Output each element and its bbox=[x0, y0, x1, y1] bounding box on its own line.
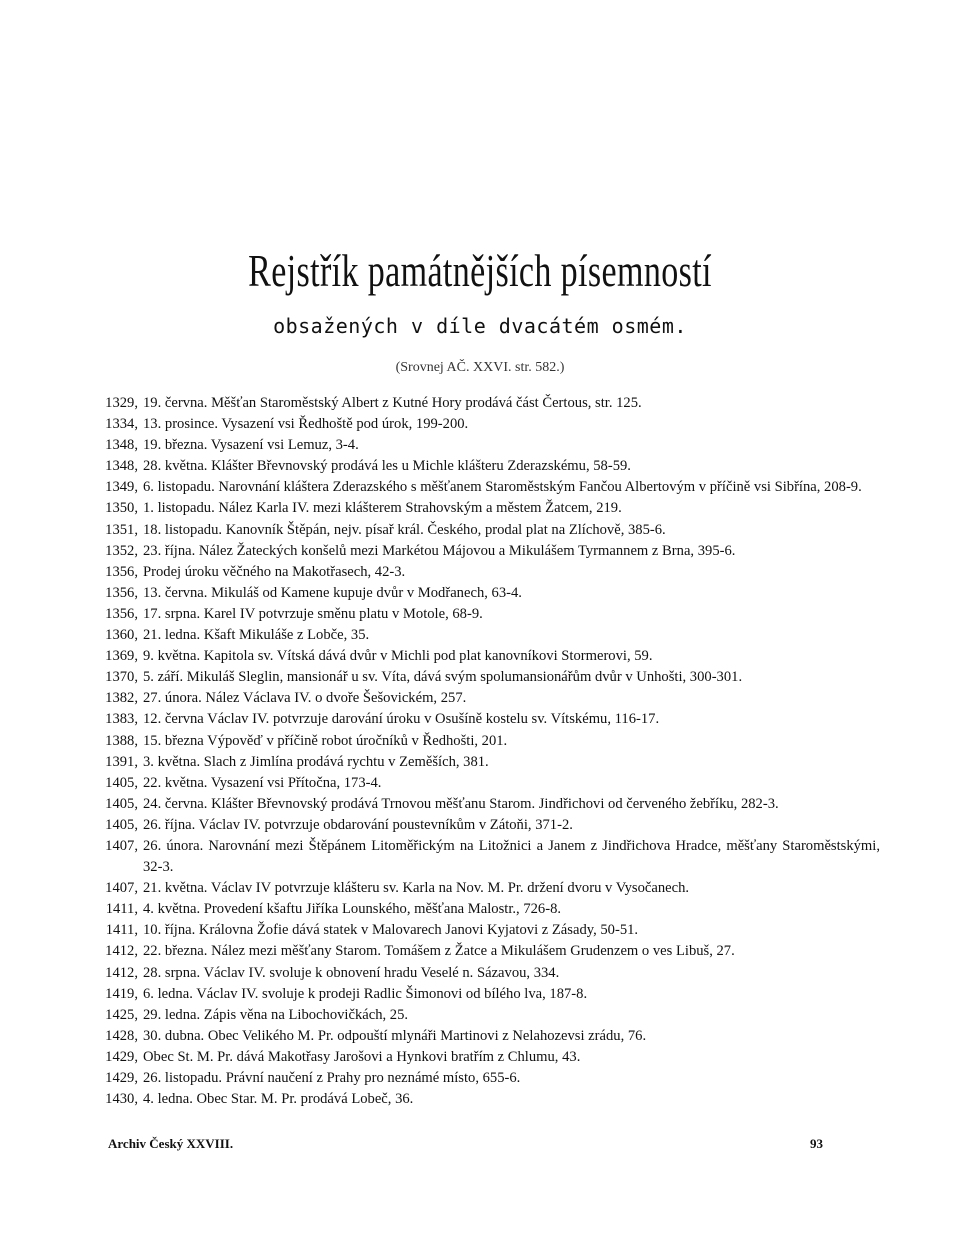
entry-year: 1405, bbox=[105, 795, 138, 812]
entry-year: 1349, bbox=[105, 479, 138, 496]
entry-year: 1348, bbox=[105, 458, 138, 475]
entry-text: 12. června Václav IV. potvrzuje darování úroku v Osušíně kostelu sv. Vítskému, 116-17. bbox=[143, 711, 660, 728]
entry-year: 1352, bbox=[105, 542, 138, 559]
entry-text: 1. listopadu. Nález Karla IV. mezi klášterem Strahovským a městem Žatcem, 219. bbox=[143, 500, 622, 517]
register-entry bbox=[90, 963, 880, 984]
register-entry bbox=[90, 393, 880, 414]
register-entry bbox=[90, 920, 880, 941]
entry-year: 1430, bbox=[105, 1091, 138, 1108]
entry-year: 1382, bbox=[105, 690, 138, 707]
entry-text: 4. ledna. Obec Star. M. Pr. prodává Lobeč, 36. bbox=[143, 1091, 414, 1108]
page-title: Rejstřík památnějších písemností bbox=[248, 245, 712, 296]
register-entry bbox=[90, 646, 880, 667]
page-footer bbox=[108, 1135, 823, 1153]
entry-year: 1405, bbox=[105, 774, 138, 791]
entry-text: 9. května. Kapitola sv. Vítská dává dvůr v Michli pod plat kanovníkovi Stormerovi, 59. bbox=[143, 648, 653, 665]
entry-year: 1429, bbox=[105, 1048, 138, 1065]
entry-text: 4. května. Provedení kšaftu Jiříka Lounského, měšťana Malostr., 726-8. bbox=[143, 901, 562, 918]
entry-year: 1412, bbox=[105, 943, 138, 960]
entry-year: 1360, bbox=[105, 627, 138, 644]
entry-year: 1405, bbox=[105, 816, 138, 833]
register-entry bbox=[90, 773, 880, 794]
entry-text: 26. listopadu. Právní naučení z Prahy pro neznámé místo, 655-6. bbox=[143, 1070, 521, 1086]
reference-note: (Srovnej AČ. XXVI. str. 582.) bbox=[395, 360, 565, 375]
register-entry bbox=[90, 709, 880, 730]
entry-year: 1383, bbox=[105, 711, 138, 728]
entry-text: 5. září. Mikuláš Sleglin, mansionář u sv. Víta, dává svým spolumansionářům dvůr v Unhošti, 300-301. bbox=[143, 669, 743, 686]
entry-text: 26. října. Václav IV. potvrzuje obdarování poustevníkům v Zátoňi, 371-2. bbox=[143, 816, 573, 833]
register-entry bbox=[90, 520, 880, 541]
page-subtitle: obsažených v díle dvacátém osmém. bbox=[273, 314, 687, 338]
register-entry bbox=[90, 731, 880, 752]
register-entry bbox=[90, 1026, 880, 1047]
register-entry bbox=[90, 477, 880, 498]
entry-text: 15. března Výpověď v příčině robot úročníků v Ředhošti, 201. bbox=[143, 732, 508, 749]
entry-text: 29. ledna. Zápis věna na Libochovičkách, 25. bbox=[143, 1006, 409, 1023]
entry-text: 21. ledna. Kšaft Mikuláše z Lobče, 35. bbox=[143, 627, 370, 644]
entry-year: 1412, bbox=[105, 964, 138, 981]
entry-text: 30. dubna. Obec Velikého M. Pr. odpouští mlynáři Martinovi z Nelahozevsi zrádu, 76. bbox=[143, 1027, 647, 1044]
entry-year: 1369, bbox=[105, 648, 138, 665]
register-entry bbox=[90, 1068, 880, 1089]
footer-volume: Archiv Český XXVIII. bbox=[108, 1136, 234, 1151]
register-entry bbox=[90, 941, 880, 962]
entry-year: 1370, bbox=[105, 669, 138, 686]
entry-text: 27. února. Nález Václava IV. o dvoře Šešovickém, 257. bbox=[143, 690, 467, 707]
entry-year: 1356, bbox=[105, 584, 138, 601]
entry-year: 1425, bbox=[105, 1006, 138, 1023]
register-entry bbox=[90, 1089, 880, 1110]
register-entry bbox=[90, 794, 880, 815]
entry-text: 17. srpna. Karel IV potvrzuje směnu platu v Motole, 68-9. bbox=[143, 605, 483, 622]
entry-year: 1388, bbox=[105, 732, 138, 749]
register-entry bbox=[90, 688, 880, 709]
entry-text: 21. května. Václav IV potvrzuje klášteru sv. Karla na Nov. M. Pr. držení dvoru v Vysočanech. bbox=[143, 880, 690, 897]
register-entry bbox=[90, 625, 880, 646]
entry-text: 13. prosince. Vysazení vsi Ředhoště pod úrok, 199-200. bbox=[143, 416, 469, 433]
entry-year: 1407, bbox=[105, 880, 138, 897]
entry-text: 24. června. Klášter Břevnovský prodává Trnovou měšťanu Starom. Jindřichovi od červeného žebříku, 282-3. bbox=[143, 795, 779, 812]
entry-year: 1429, bbox=[105, 1070, 138, 1086]
entry-year: 1407, bbox=[105, 837, 138, 854]
entry-year: 1329, bbox=[105, 395, 138, 411]
entry-text: 28. srpna. Václav IV. svoluje k obnovení hradu Veselé n. Sázavou, 334. bbox=[143, 964, 560, 981]
register-entry bbox=[90, 583, 880, 604]
register-entry bbox=[90, 498, 880, 519]
entry-text: 10. října. Královna Žofie dává statek v Malovarech Janovi Kyjatovi z Zásady, 50-51. bbox=[143, 922, 639, 939]
register-entry bbox=[90, 899, 880, 920]
register-entry bbox=[90, 1047, 880, 1068]
entry-year: 1334, bbox=[105, 416, 138, 433]
entry-year: 1428, bbox=[105, 1027, 138, 1044]
entry-year: 1411, bbox=[105, 922, 138, 939]
entry-text: 26. února. Narovnání mezi Štěpánem Litoměřickým na Litožnici a Janem z Jindřichova Hradce, měšťany Staroměstskými, 32-3. bbox=[143, 837, 880, 876]
entry-year: 1411, bbox=[105, 901, 138, 918]
register-list bbox=[90, 393, 880, 1110]
entry-year: 1391, bbox=[105, 753, 138, 770]
entry-text: 23. října. Nález Žateckých konšelů mezi Markétou Májovou a Mikulášem Tyrmannem z Brna, 395-6. bbox=[143, 542, 736, 559]
register-entry bbox=[90, 815, 880, 836]
entry-text: 22. března. Nález mezi měšťany Starom. Tomášem z Žatce a Mikulášem Grudenzem o ves Libuš, 27. bbox=[143, 943, 735, 960]
register-entry bbox=[90, 667, 880, 688]
register-entry bbox=[90, 1005, 880, 1026]
entry-text: 19. června. Měšťan Staroměstský Albert z Kutné Hory prodává část Čertous, str. 125. bbox=[143, 395, 642, 411]
register-entry bbox=[90, 878, 880, 899]
entry-year: 1348, bbox=[105, 437, 138, 454]
entry-text: 6. listopadu. Narovnání kláštera Zderazského s měšťanem Staroměstským Fančou Albertovým v příčině vsi Sibřína, 208-9. bbox=[143, 479, 862, 496]
entry-year: 1350, bbox=[105, 500, 138, 517]
register-entry bbox=[90, 414, 880, 435]
entry-text: 28. května. Klášter Břevnovský prodává les u Michle klášteru Zderazskému, 58-59. bbox=[143, 458, 631, 475]
register-entry bbox=[90, 541, 880, 562]
entry-text: Obec St. M. Pr. dává Makotřasy Jarošovi a Hynkovi bratřím z Chlumu, 43. bbox=[143, 1048, 581, 1065]
entry-text: 3. května. Slach z Jimlína prodává rychtu v Zeměších, 381. bbox=[143, 753, 489, 770]
entry-year: 1419, bbox=[105, 985, 138, 1002]
register-entry bbox=[90, 604, 880, 625]
entry-year: 1356, bbox=[105, 605, 138, 622]
register-entry bbox=[90, 562, 880, 583]
entry-text: 18. listopadu. Kanovník Štěpán, nejv. písař král. Českého, prodal plat na Zlíchově, 385-6. bbox=[143, 521, 666, 538]
register-entry bbox=[90, 456, 880, 477]
entry-year: 1351, bbox=[105, 521, 138, 538]
entry-text: Prodej úroku věčného na Makotřasech, 42-3. bbox=[143, 563, 406, 580]
register-entry bbox=[90, 435, 880, 456]
entry-text: 6. ledna. Václav IV. svoluje k prodeji Radlic Šimonovi od bílého lva, 187-8. bbox=[143, 985, 588, 1002]
entry-text: 13. června. Mikuláš od Kamene kupuje dvůr v Modřanech, 63-4. bbox=[143, 584, 522, 601]
register-entry bbox=[90, 836, 880, 878]
register-entry bbox=[90, 984, 880, 1005]
entry-year: 1356, bbox=[105, 563, 138, 580]
entry-text: 22. května. Vysazení vsi Přítočna, 173-4. bbox=[143, 774, 382, 791]
register-entry bbox=[90, 752, 880, 773]
entry-text: 19. března. Vysazení vsi Lemuz, 3-4. bbox=[143, 437, 359, 454]
page-number: 93 bbox=[810, 1136, 823, 1151]
